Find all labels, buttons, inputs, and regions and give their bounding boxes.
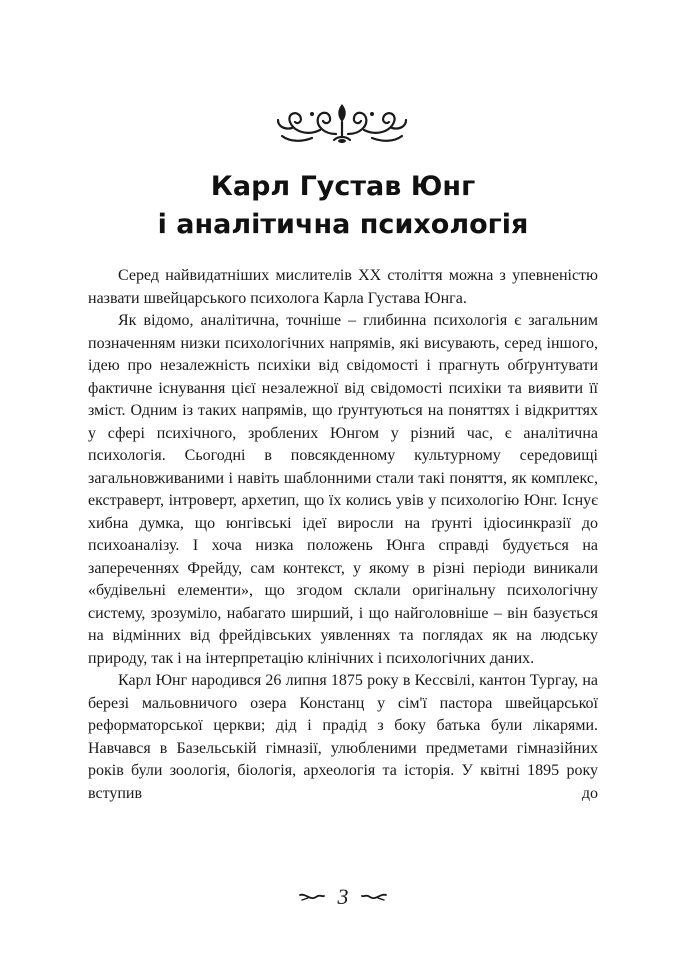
title-line-2: і аналітична психологія [157, 209, 529, 240]
body-text [88, 265, 598, 805]
title-line-1: Карл Густав Юнг [210, 171, 476, 202]
paragraph: Як відомо, аналітична, точніше – глибинна психологія є загальним позначенням низки психологічних напрямів, які висувають, серед іншого, ідею про незалежність психіки від свідомості і прагнуть обґрунтувати фактичне існування цієї незалежної від свідомості психіки та виявити її зміст. Одним із таких напрямів, що ґрунтуються на поняттях і відкриттях у сфері психічного, зроблених Юнгом у різний час, є аналітична психологія. Сьогодні в повсякденному культурному середовищі загальновживаними і навіть шаблонними стали такі поняття, як комплекс, екстраверт, інтроверт, архетип, що їх колись увів у психологію Юнг. Існує хибна думка, що юнгівські ідеї виросли на ґрунті ідіосинкразії до психоаналізу. І хоча низка положень Юнга справді будується на запереченнях Фрейду, сам контекст, у якому в різні періоди виникали «будівельні елементи», що згодом склали оригінальну психологічну систему, зрозуміло, набагато ширший, і що найголовніше – він базується на відмінних від фрейдівських уявленнях та поглядах як на людську природу, так і на інтерпретацію клінічних і психологічних даних. [88, 312, 598, 667]
paragraph: Карл Юнг народився 26 липня 1875 року в Кессвілі, кантон Тургау, на березі мальовничого озера Констанц у сім'ї пастора швейцарської реформаторської церкви; дід і прадід з боку батька були лікарями. Навчався в Базельській гімназії, улюбленими предметами гімназійних років були зоологія, біологія, археологія та історія. У квітні 1895 року вступив до [88, 672, 598, 802]
page-footer [0, 882, 686, 910]
paragraph: Серед найвидатніших мислителів XX століття можна з упевненістю назвати швейцарського психолога Карла Густава Юнга. [88, 267, 598, 307]
page-number: 3 [337, 883, 349, 909]
flourish-left-icon [298, 891, 326, 903]
page-title [40, 168, 646, 244]
flourish-right-icon [360, 891, 388, 903]
floral-ornament-icon [272, 100, 412, 146]
